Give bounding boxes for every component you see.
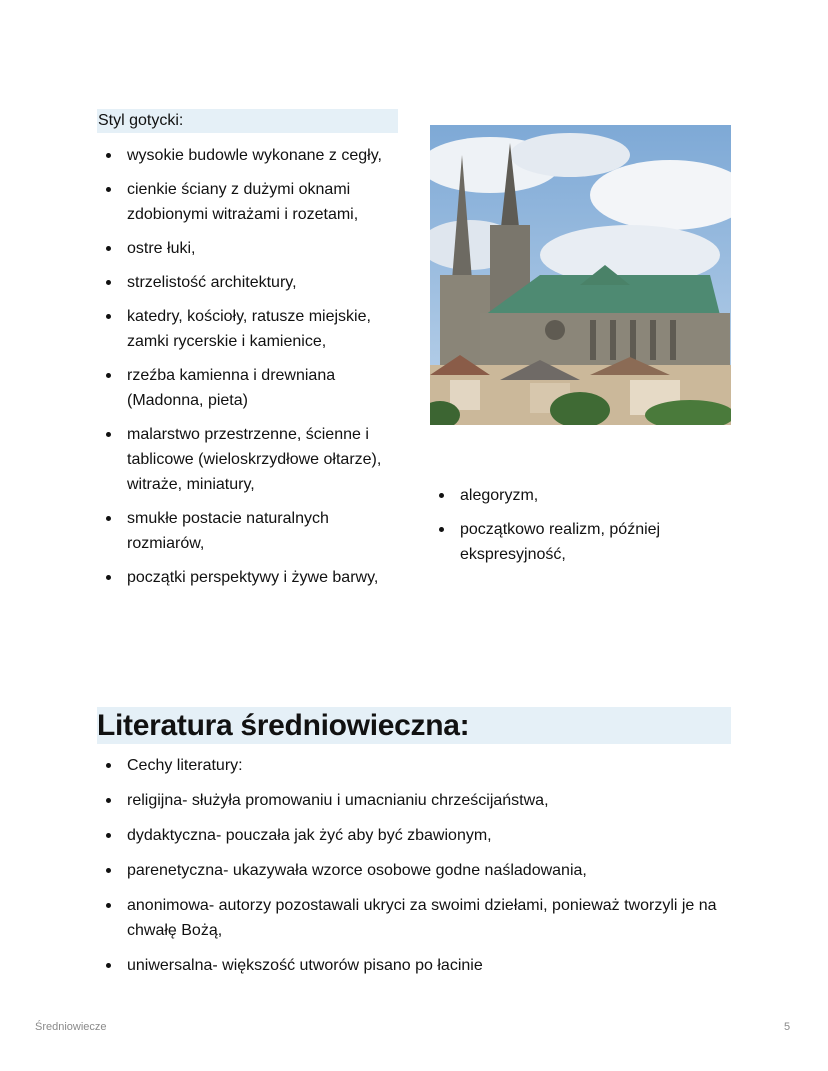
section-label: Styl gotycki: <box>97 109 398 133</box>
list-item: alegoryzm, <box>430 483 730 508</box>
list-item: dydaktyczna- pouczała jak żyć aby być zbawionym, <box>97 823 737 848</box>
list-item: religijna- służyła promowaniu i umacnianiu chrześcijaństwa, <box>97 788 737 813</box>
list-item: początki perspektywy i żywe barwy, <box>97 565 397 590</box>
list-item: strzelistość architektury, <box>97 270 397 295</box>
list-item: wysokie budowle wykonane z cegły, <box>97 143 397 168</box>
section-heading: Literatura średniowieczna: <box>97 707 731 744</box>
list-item: cienkie ściany z dużymi oknami zdobionymi witrażami i rozetami, <box>97 177 397 227</box>
gothic-style-list-continued <box>430 483 730 576</box>
list-item: parenetyczna- ukazywała wzorce osobowe godne naśladowania, <box>97 858 737 883</box>
gothic-style-list <box>97 143 397 599</box>
list-item: Cechy literatury: <box>97 753 737 778</box>
list-item: anonimowa- autorzy pozostawali ukryci za swoimi dziełami, ponieważ tworzyli je na chwałę Bożą, <box>97 893 737 943</box>
list-item: uniwersalna- większość utworów pisano po łacinie <box>97 953 737 978</box>
list-item: malarstwo przestrzenne, ścienne i tablicowe (wieloskrzydłowe ołtarze), witraże, miniatury, <box>97 422 397 497</box>
list-item: smukłe postacie naturalnych rozmiarów, <box>97 506 397 556</box>
cathedral-photo <box>430 125 731 425</box>
list-item: początkowo realizm, później ekspresyjność, <box>430 517 730 567</box>
list-item: katedry, kościoły, ratusze miejskie, zamki rycerskie i kamienice, <box>97 304 397 354</box>
literature-features-list <box>97 753 737 988</box>
page-number: 5 <box>784 1021 791 1033</box>
list-item: ostre łuki, <box>97 236 397 261</box>
footer-title: Średniowiecze <box>35 1021 107 1033</box>
list-item: rzeźba kamienna i drewniana (Madonna, pieta) <box>97 363 397 413</box>
